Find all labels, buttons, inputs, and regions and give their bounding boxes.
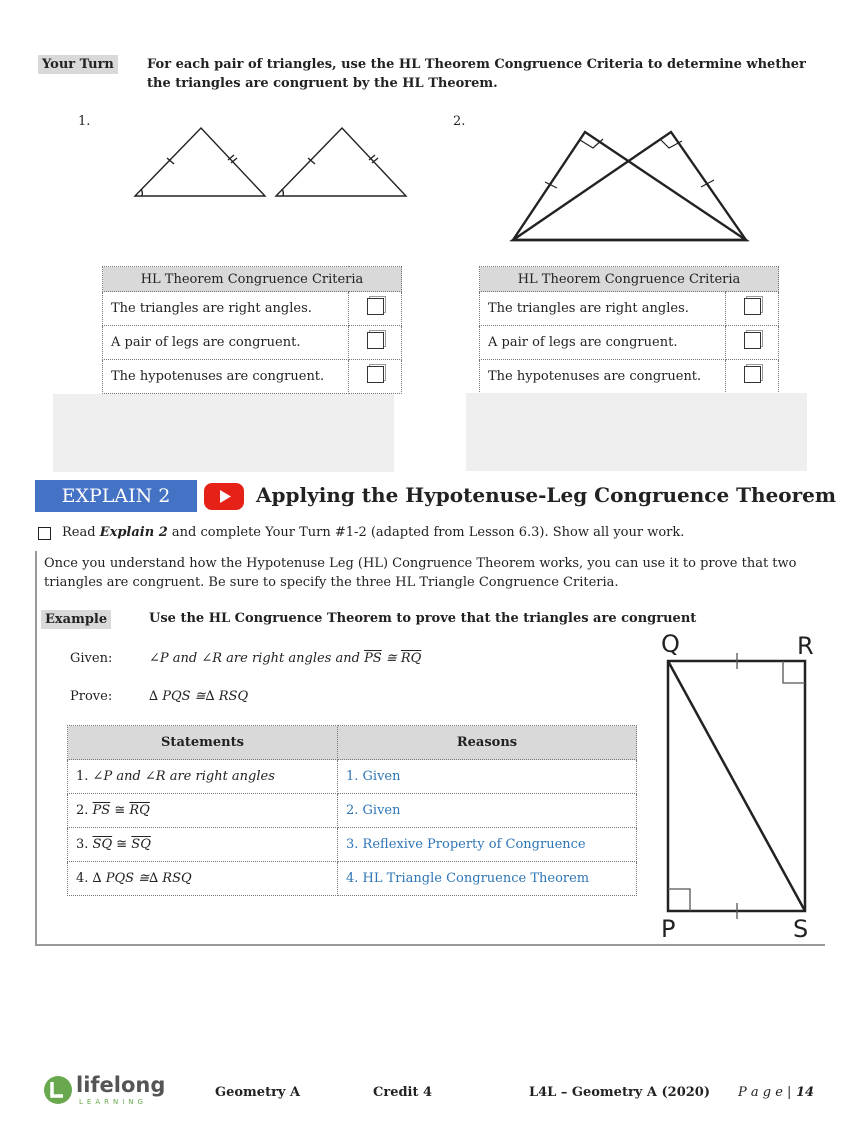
- reason-cell: 2. Given: [338, 794, 637, 828]
- problem-1-number: 1.: [78, 114, 91, 129]
- criteria-row: The hypotenuses are congruent.: [480, 360, 726, 394]
- explain-title: Applying the Hypotenuse-Leg Congruence Theorem: [256, 483, 837, 507]
- checkbox[interactable]: [367, 332, 384, 349]
- logo-text: lifelong: [76, 1073, 166, 1097]
- reason-cell: 3. Reflexive Property of Congruence: [338, 828, 637, 862]
- problem-2-number: 2.: [453, 114, 466, 129]
- explain-badge: EXPLAIN 2: [35, 480, 197, 512]
- vertex-q-label: Q: [661, 630, 680, 658]
- task-checkbox[interactable]: [38, 527, 51, 540]
- problem-1-figure: [130, 124, 415, 204]
- checkbox[interactable]: [744, 298, 761, 315]
- footer-course: Geometry A: [215, 1085, 301, 1100]
- logo-icon: [44, 1076, 72, 1104]
- prove-label: Prove:: [70, 689, 113, 704]
- statement-cell: 3. $\overline{SQ}$ ≅ $\overline{SQ}$: [68, 828, 338, 862]
- answer-area-1[interactable]: [53, 394, 394, 472]
- footer-credit: Credit 4: [373, 1085, 433, 1100]
- checkbox[interactable]: [744, 332, 761, 349]
- reason-cell: 4. HL Triangle Congruence Theorem: [338, 862, 637, 896]
- table-row: [68, 862, 637, 896]
- vertex-p-label: P: [661, 915, 676, 943]
- criteria-row: The hypotenuses are congruent.: [103, 360, 349, 394]
- statement-cell: 4. ∆ PQS ≅∆ RSQ: [68, 862, 338, 896]
- statements-header: Statements: [68, 726, 338, 760]
- table-row: [68, 828, 637, 862]
- your-turn-instruction: For each pair of triangles, use the HL Theorem Congruence Criteria to determine whether the triangles are congruent by the HL Theorem.: [147, 57, 806, 91]
- table-row: [68, 794, 637, 828]
- footer-code: L4L – Geometry A (2020): [529, 1085, 710, 1100]
- rectangle-figure: [652, 630, 822, 945]
- your-turn-label: Your Turn: [38, 55, 118, 74]
- problem-2-figure: [505, 126, 755, 246]
- vertex-s-label: S: [793, 915, 809, 943]
- statement-cell: 2. $\overline{PS}$ ≅ $\overline{RQ}$: [68, 794, 338, 828]
- criteria-table-2: [479, 266, 779, 394]
- criteria-table-header: HL Theorem Congruence Criteria: [103, 267, 402, 292]
- play-icon[interactable]: [204, 483, 244, 510]
- criteria-row: The triangles are right angles.: [103, 292, 349, 326]
- criteria-row: The triangles are right angles.: [480, 292, 726, 326]
- footer-page: P a g e | 14: [738, 1085, 815, 1100]
- table-row: [68, 760, 637, 794]
- prove-statement: ∆ PQS ≅∆ RSQ: [149, 689, 249, 704]
- explain-intro: Once you understand how the Hypotenuse Leg (HL) Congruence Theorem works, you can use it to prove that two triangles are congruent. Be sure to specify the three HL Triangle Congruence Criteria.: [44, 556, 797, 590]
- criteria-row: A pair of legs are congruent.: [103, 326, 349, 360]
- task-line: Read Explain 2 and complete Your Turn #1-2 (adapted from Lesson 6.3). Show all your work.: [62, 525, 685, 540]
- checkbox[interactable]: [744, 366, 761, 383]
- given-label: Given:: [70, 651, 113, 666]
- criteria-table-header: HL Theorem Congruence Criteria: [480, 267, 779, 292]
- checkbox[interactable]: [367, 298, 384, 315]
- proof-table: [67, 725, 637, 896]
- reason-cell: 1. Given: [338, 760, 637, 794]
- criteria-row: A pair of legs are congruent.: [480, 326, 726, 360]
- reasons-header: Reasons: [338, 726, 637, 760]
- example-heading: Use the HL Congruence Theorem to prove that the triangles are congruent: [149, 611, 697, 626]
- vertex-r-label: R: [797, 632, 814, 660]
- statement-cell: 1. ∠P and ∠R are right angles: [68, 760, 338, 794]
- given-statement: ∠P and ∠R are right angles and $\overline{PS}$ ≅ $\overline{RQ}$: [149, 651, 422, 666]
- checkbox[interactable]: [367, 366, 384, 383]
- logo-subtext: LEARNING: [79, 1098, 147, 1106]
- criteria-table-1: [102, 266, 402, 394]
- answer-area-2[interactable]: [466, 393, 807, 471]
- example-label: Example: [41, 610, 111, 629]
